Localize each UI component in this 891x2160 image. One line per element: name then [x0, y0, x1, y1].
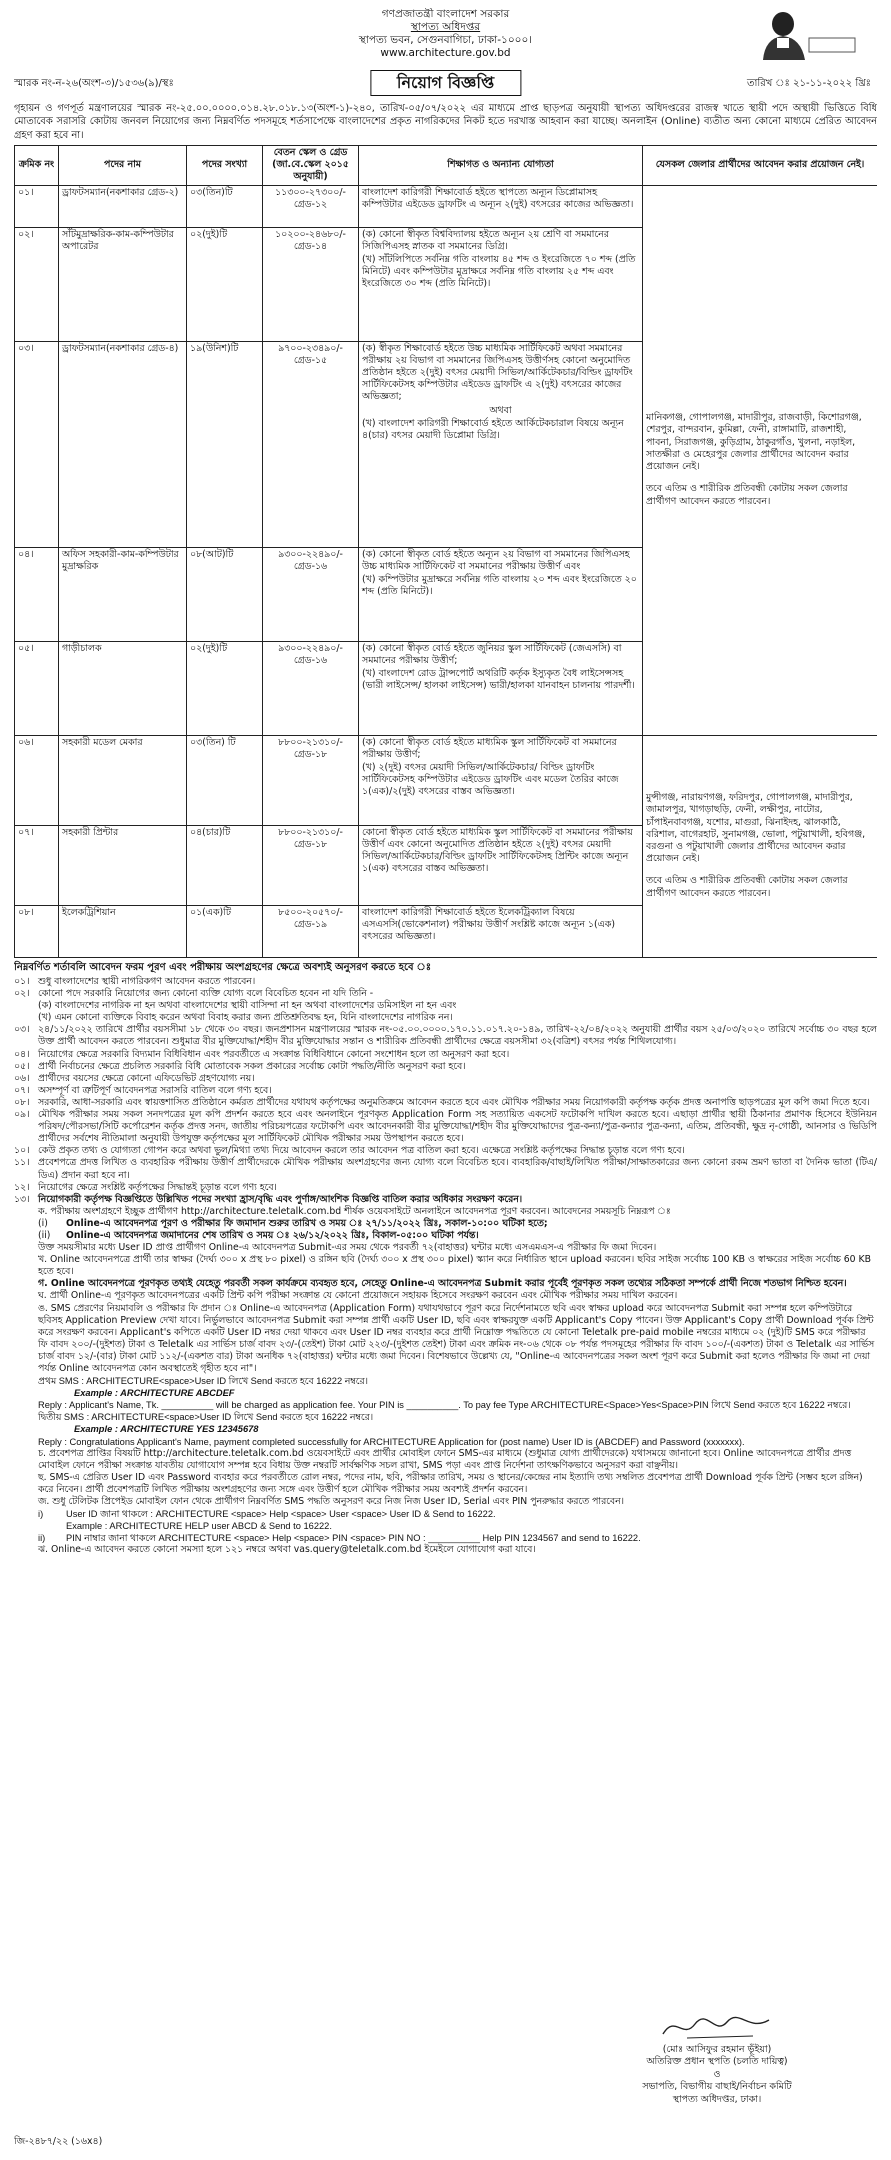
intro-paragraph: গৃহায়ন ও গণপূর্ত মন্ত্রণালয়ের স্মারক নং-২৫.০০.০০০০.০১৪.২৮.০১৮.১৩(অংশ-১)-২৪০, তারিখ-০৫/০৭/২০২২ এর মাধ্যমে প্রাপ্ত ছাড়পত্র অনুযায়ী স্থাপত্য অধিদপ্তরের রাজস্ব খাতে স্থায়ী পদে অস্থায়ী ভিত্তিতে বিধি মোতাবেক সরাসরি কোটায় জনবল নিয়োগের জন্য নিম্নবর্ণিত পদসমূহে শর্তসাপেক্ষে বাংলাদেশের প্রকৃত নাগরিকদের নিকট হতে দরখাস্ত আহবান করা যাচ্ছে। অনলাইন (Online) ব্যতীত অন্য কোনো মাধ্যমে প্রেরিত আবেদন গ্রহণ করা হবে না।	[14, 103, 877, 141]
row-no: ০৮।	[15, 905, 59, 957]
list-item: ঝ. Online-এ আবেদন করতে কোনো সমস্যা হলে ১২১ নম্বরে অথবা vas.query@teletalk.com.bd ইমেইলে যোগাযোগ করা যাবে।	[38, 1544, 536, 1556]
notice-title: নিয়োগ বিজ্ঞপ্তি	[370, 70, 521, 96]
list-item: ০৭। অসম্পূর্ণ বা ত্রুটিপূর্ণ আবেদনপত্র সরাসরি বাতিল বলে গণ্য হবে।	[14, 1084, 272, 1096]
row-count: ০৪(চার)টি	[187, 825, 263, 905]
row-qual: বাংলাদেশ কারিগরী শিক্ষাবোর্ড হইতে স্থাপত্যে অন্যূন ডিপ্লোমাসহ কম্পিউটার এইডেড ড্রাফটিং এ অন্যূন ২(দুই) বৎসরের কাজের অভিজ্ঞতা।	[359, 185, 643, 227]
sms-first: প্রথম SMS : ARCHITECTURE<space>User ID লিখে Send করতে হবে 16222 নম্বরে।	[38, 1376, 368, 1387]
row-qual: (ক) কোনো স্বীকৃত বোর্ড হইতে অন্যূন ২য় বিভাগ বা সমমানের জিপিএসহ উচ্চ মাধ্যমিক সার্টিফিকেট বা সমমানের পরীক্ষায় উত্তীর্ণ এবং (খ) কম্পিউটার মুদ্রাক্ষরে সর্বনিম্ন গতি বাংলায় ২০ শব্দ এবং ইংরেজিতে ২০ শব্দ (প্রতি মিনিটে)।	[359, 547, 643, 641]
row-no: ০৪।	[15, 547, 59, 641]
sms-first-reply: Reply : Applicant's Name, Tk. __________ will be charged as application fee. Your PIN is __________. To pay fee Type ARCHITECTURE<Space>Yes<Space>PIN লিখে Send করতে হবে 16222 নম্বরে।	[38, 1400, 851, 1411]
row-count: ০৩(তিন)টি	[187, 185, 263, 227]
row-no: ০৩।	[15, 341, 59, 547]
list-item: (ক) বাংলাদেশের নাগরিক না হন অথবা বাংলাদেশের স্থায়ী বাসিন্দা না হন অথবা বাংলাদেশের ডমিসাইল না হন এবং	[38, 1000, 457, 1012]
list-item: ১৩। নিয়োগকারী কর্তৃপক্ষ বিজ্ঞপ্তিতে উল্লিখিত পদের সংখ্যা হ্রাস/বৃদ্ধি এবং পুর্ণাঙ্গ/আংশিক বিজ্ঞপ্তি বাতিল করার অধিকার সংরক্ষণ করেন।	[14, 1193, 523, 1205]
row-qual: কোনো স্বীকৃত বোর্ড হইতে মাধ্যমিক স্কুল সার্টিফিকেট বা সমমানের পরীক্ষায় উত্তীর্ণ এবং কোনো অনুমোদিত প্রতিষ্ঠান হইতে ২(দুই) বৎসর মেয়াদী সিভিল/আর্কিটেকচার/বিল্ডিং ড্রাফটিং সার্টিফিকেটসহ প্রিন্টিং কাজে অন্যূন ১(এক) বৎসরের বাস্তব অভিজ্ঞতা।	[359, 825, 643, 905]
row-post: গাড়ীচালক	[59, 641, 187, 735]
excluded-districts-group-a	[643, 185, 878, 735]
col-post-name: পদের নাম	[59, 145, 187, 185]
row-qual: বাংলাদেশ কারিগরী শিক্ষাবোর্ড হইতে ইলেকট্রিক্যাল বিষয়ে এসএসসি(ভোকেশনাল) পরীক্ষায় উত্তীর্ণ সংশ্লিষ্ট কাজে অন্যূন ১(এক) বৎসরের অভিজ্ঞতা।	[359, 905, 643, 957]
signatory-title: অতিরিক্ত প্রধান স্থপতি (চলতি দায়িত্ব)	[646, 2056, 788, 2068]
districts-list-a: মানিকগঞ্জ, গোপালগঞ্জ, মাদারীপুর, রাজবাড়ী, কিশোরগঞ্জ, শেরপুর, বান্দরবান, কুমিল্লা, ফেনী, রাঙ্গামাটি, রাজশাহী, পাবনা, সিরাজগঞ্জ, কুড়িগ্রাম, ঠাকুরগাঁও, খুলনা, নড়াইল, সাতক্ষীরা ও মেহেরপুর জেলার প্রার্থীদের আবেদন করার প্রয়োজন নেই।	[646, 412, 862, 473]
row-no: ০৬।	[15, 735, 59, 825]
excluded-districts-group-b	[643, 735, 878, 957]
list-item: খ. Online আবেদনপত্রে প্রার্থী তার স্বাক্ষর (দৈর্ঘ্য ৩০০ x প্রস্থ ৮০ pixel) ও রঙ্গিন ছবি (দৈর্ঘ্য ৩০০ x প্রস্থ ৩০০ pixel) স্ক্যান করে নির্ধারিত স্থানে upload করবেন। ছবির সাইজ সর্বোচ্চ 100 KB ও স্বাক্ষরের সাইজ সর্বোচ্চ 60 KB হতে হবে।	[38, 1254, 871, 1278]
signature-block	[597, 2010, 837, 2106]
row-post: সহকারী প্রিন্টার	[59, 825, 187, 905]
districts-list-b: মুন্সীগঞ্জ, নারায়ণগঞ্জ, ফরিদপুর, গোপালগঞ্জ, মাদারীপুর, জামালপুর, খাগড়াছড়ি, ফেনী, লক্ষীপুর, নাটোর, চাঁপাইনবাবগঞ্জ, যশোর, মাগুরা, ঝিনাইদহ, ঝালকাঠি, বরিশাল, বাগেরহাট, সুনামগঞ্জ, ভোলা, পটুয়াখালী, হবিগঞ্জ, বরগুনা ও পটুয়াখালী জেলার প্রার্থীদের আবেদন করার প্রয়োজন নেই।	[646, 792, 866, 865]
list-item: (ii) Online-এ আবেদনপত্র জমাদানের শেষ তারিখ ও সময় ঃ ২৬/১২/২০২২ খ্রিঃ, বিকাল-০৫:০০ ঘটিকা পর্যন্ত।	[38, 1229, 479, 1241]
posts-table	[14, 145, 877, 958]
row-scale: ৮৮০০-২১৩১০/- গ্রেড-১৮	[263, 735, 359, 825]
list-item: (i) Online-এ আবেদনপত্র পূরণ ও পরীক্ষার ফি জমাদান শুরুর তারিখ ও সময় ঃ ২৭/১১/২০২২ খ্রিঃ, সকাল-১০:০০ ঘটিকা হতে;	[38, 1217, 548, 1229]
col-excluded-districts: যেসকল জেলার প্রার্থীদের আবেদন করার প্রয়োজন নেই।	[643, 145, 878, 185]
row-count: ০২(দুই)টি	[187, 641, 263, 735]
row-count: ০২(দুই)টি	[187, 227, 263, 341]
row-post: সাঁটমুদ্রাক্ষরিক-কাম-কম্পিউটার অপারেটর	[59, 227, 187, 341]
row-scale: ৯৩০০-২২৪৯০/- গ্রেড-১৬	[263, 547, 359, 641]
col-pay-scale: বেতন স্কেল ও গ্রেড (জা.বে.স্কেল ২০১৫ অনুযায়ী)	[263, 145, 359, 185]
row-no: ০১।	[15, 185, 59, 227]
row-qual: (ক) কোনো স্বীকৃত বোর্ড হইতে মাধ্যমিক স্কুল সার্টিফিকেট বা সমমানের পরীক্ষায় উত্তীর্ণ; (খ) ২(দুই) বৎসর মেয়াদী সিভিল/আর্কিটেকচার/ বিল্ডিং ড্রাফটিং সার্টিফিকেটসহ কম্পিউটার এইডেড ড্রাফটিং এবং মডেল তৈরির কাজে ১(এক)/২(দুই) বৎসরের বাস্তব অভিজ্ঞতা।	[359, 735, 643, 825]
list-item: (খ) এমন কোনো ব্যক্তিকে বিবাহ করেন অথবা বিবাহ করার জন্য প্রতিশ্রুতিবদ্ধ হন, যিনি বাংলাদেশের নাগরিক নন।	[38, 1012, 453, 1024]
conditions-heading: নিম্নবর্ণিত শর্তাবলি আবেদন ফরম পূরণ এবং পরীক্ষায় অংশগ্রহণের ক্ষেত্রে অবশ্যই অনুসরণ করতে হবে ঃ	[14, 961, 432, 973]
office-address: স্থাপত্য ভবন, সেগুনবাগিচা, ঢাকা-১০০০।	[358, 34, 533, 46]
signature-icon	[657, 2010, 777, 2044]
department-name: স্থাপত্য অধিদপ্তর	[410, 21, 481, 33]
list-item: জ. শুধু টেলিটক প্রিপেইড মোবাইল ফোন থেকে প্রার্থীগণ নিম্নবর্ণিত SMS পদ্ধতি অনুসরণ করে নিজ নিজ User ID, Serial এবং PIN পুনরুদ্ধার করতে পারবেন।	[38, 1496, 624, 1508]
table-row	[15, 735, 878, 825]
row-count: ০১(এক)টি	[187, 905, 263, 957]
signatory-org: স্থাপত্য অধিদপ্তর, ঢাকা।	[672, 2093, 762, 2105]
apply-site-instruction: ক. পরীক্ষায় অংশগ্রহণে ইচ্ছুক প্রার্থীগণ http://architecture.teletalk.com.bd শীর্ষক ওয়েবসাইটে অনলাইনে আবেদনপত্র পূরণ করবেন। আবেদনের সময়সূচি নিম্নরূপ ঃ	[38, 1205, 671, 1217]
list-item: ০৩। ২৪/১১/২০২২ তারিখে প্রার্থীর বয়সসীমা ১৮ থেকে ৩০ বছর। জনপ্রশাসন মন্ত্রণালয়ের স্মারক নং-০৫.০০.০০০০.১৭০.১১.০১৭.২০-১৪৯, তারিখ-২২/০৪/২০২২ অনুযায়ী প্রার্থীর বয়স ২৫/০৩/২০২০ তারিখে সর্বোচ্চ ৩০ বছর হলে উক্ত প্রার্থী আবেদন করতে পারবেন। শুধুমাত্র বীর মুক্তিযোদ্ধা/শহীদ বীর মুক্তিযোদ্ধার সন্তান ও শারীরিক প্রতিবন্ধী প্রার্থীদের ক্ষেত্রে বয়সসীমা ৩২(বত্রিশ) বৎসর পর্যন্ত শিথিলযোগ্য।	[14, 1024, 877, 1048]
row-post: ইলেকট্রিশিয়ান	[59, 905, 187, 957]
districts-note-b: তবে এতিম ও শারীরিক প্রতিবন্ধী কোটায় সকল জেলার প্রার্থীগণ আবেদন করতে পারবেন।	[646, 875, 848, 899]
row-count: ০৮(আট)টি	[187, 547, 263, 641]
row-post: অফিস সহকারী-কাম-কম্পিউটার মুদ্রাক্ষরিক	[59, 547, 187, 641]
memo-number: স্মারক নং-ন-২৬(অংশ-৩)/১৫৩৬(৯)/স্থঃ	[14, 78, 174, 89]
row-qual: (ক) স্বীকৃত শিক্ষাবোর্ড হইতে উচ্চ মাধ্যমিক সার্টিফিকেট অথবা সমমানের পরীক্ষায় ২য় বিভাগ বা সমমানের জিপিএসহ উত্তীর্ণসহ কোনো অনুমোদিত প্রতিষ্ঠান হইতে ২(দুই) বৎসর মেয়াদী সিভিল/আর্কিটেকচার/বিল্ডিং ড্রাফটিং সার্টিফিকেটসহ কম্পিউটার এইডেড ড্রাফটিং এ ২(দুই) বৎসরের কাজের অভিজ্ঞতা; অথবা (খ) বাংলাদেশ কারিগরী শিক্ষাবোর্ড হইতে আর্কিটেকচারাল বিষয়ে অন্যূন ৪(চার) বৎসর মেয়াদী ডিপ্লোমা ডিগ্রি।	[359, 341, 643, 547]
table-header-row	[15, 145, 878, 185]
row-post: ড্রাফটসম্যান(নকশাকার গ্রেড-২)	[59, 185, 187, 227]
list-item: i) User ID জানা থাকলে : ARCHITECTURE <space> Help <space> User <space> User ID & Send to 16222.	[38, 1509, 496, 1520]
list-item: ii) PIN নাম্বার জানা থাকলে ARCHITECTURE <space> Help <space> PIN <space> PIN NO : __________ Help PIN 1234567 and send to 16222.	[38, 1533, 641, 1544]
list-item: গ. Online আবেদনপত্রে পূরণকৃত তথ্যই যেহেতু পরবর্তী সকল কার্যক্রমে ব্যবহৃত হবে, সেহেতু Online-এ আবেদনপত্র Submit করার পূর্বেই পূরণকৃত সকল তথ্যের সঠিকতা সম্পর্কে প্রার্থী নিজে শতভাগ নিশ্চিত হবেন।	[38, 1278, 847, 1290]
districts-note-a: তবে এতিম ও শারীরিক প্রতিবন্ধী কোটায় সকল জেলার প্রার্থীগণ আবেদন করতে পারবেন।	[646, 483, 848, 507]
mujib-centenary-logo	[749, 8, 859, 60]
list-item: ০২। কোনো পদে সরকারি নিয়োগের জন্য কোনো ব্যক্তি যোগ্য বলে বিবেচিত হবেন না যদি তিনি -	[14, 988, 374, 1000]
list-item: ১০। কেউ প্রকৃত তথ্য ও যোগ্যতা গোপন করে অথবা ভুল/মিথ্যা তথ্য দিয়ে আবেদন করলে তার আবেদন পত্র বাতিল করা হবে। এক্ষেত্রে সংশ্লিষ্ট কর্তৃপক্ষের সিদ্ধান্ত চূড়ান্ত বলে গণ্য হবে।	[14, 1145, 685, 1157]
row-scale: ১০২০০-২৪৬৮০/- গ্রেড-১৪	[263, 227, 359, 341]
list-item: চ. প্রবেশপত্র প্রাপ্তির বিষয়টি http://architecture.teletalk.com.bd ওয়েবসাইটে এবং প্রার্থীর মোবাইল ফোনে SMS-এর মাধ্যমে (শুধুমাত্র যোগ্য প্রার্থীদেরকে) যথাসময়ে জানানো হবে। Online আবেদনপত্রে প্রার্থীর প্রদত্ত মোবাইল ফোনে পরীক্ষা সংক্রান্ত যাবতীয় যোগাযোগ সম্পন্ন হবে বিধায় উক্ত নম্বরটি সার্বক্ষণিক সচল রাখা, SMS পড়া এবং প্রাপ্ত নির্দেশনা তাৎক্ষণিকভাবে অনুসরণ করা বাঞ্ছনীয়।	[38, 1447, 852, 1471]
list-item: ০৮। সরকারি, আধা-সরকারি এবং স্বায়ত্তশাসিত প্রতিষ্ঠানে কর্মরত প্রার্থীদের যথাযথ কর্তৃপক্ষের অনুমতিক্রমে আবেদন করতে হবে এবং মৌখিক পরীক্ষার সময় নিয়োগকারী কর্তৃপক্ষ কর্তৃক প্রদত্ত অনাপত্তি ছাড়পত্রের মূল কপি জমা দিতে হবে।	[14, 1096, 870, 1108]
recruitment-notice-page	[14, 8, 877, 2152]
list-item: ১১। প্রবেশপত্রে প্রদত্ত লিখিত ও ব্যবহারিক পরীক্ষায় উত্তীর্ণ প্রার্থীদেরকে মৌখিক পরীক্ষায় অংশগ্রহণের জন্য যোগ্য বলে বিবেচিত হবে। ব্যবহারিক/বাছাই/লিখিত পরীক্ষা/সাক্ষাতকারের জন্য কোনো রকম ভ্রমণ ভাতা বা দৈনিক ভাতা (টিএ/ডিএ) প্রদান করা হবে না।	[14, 1157, 877, 1181]
row-scale: ৮৫০০-২০৫৭০/- গ্রেড-১৯	[263, 905, 359, 957]
row-post: সহকারী মডেল মেকার	[59, 735, 187, 825]
list-item: ০৪। নিয়োগের ক্ষেত্রে সরকারি বিদ্যমান বিধিবিধান এবং পরবর্তীতে এ সংক্রান্ত বিধিবিধানে কোনো সংশোধন হলে তা অনুসরণ করা হবে।	[14, 1048, 510, 1060]
sms-second: দ্বিতীয় SMS : ARCHITECTURE<space>User ID লিখে Send করতে হবে 16222 নম্বরে।	[38, 1412, 374, 1423]
row-scale: ৯৩০০-২২৪৯০/- গ্রেড-১৬	[263, 641, 359, 735]
row-qual: (ক) কোনো স্বীকৃত বোর্ড হইতে জুনিয়র স্কুল সার্টিফিকেট (জেএসসি) বা সমমানের পরীক্ষায় উত্তীর্ণ; (খ) বাংলাদেশ রোড ট্রান্সপোর্ট অথরিটি কর্তৃক ইস্যুকৃত বৈধ লাইসেন্সসহ (ভারী লাইসেন্স/ হালকা লাইসেন্স) ভারী/হালকা যানবাহন চালনায় পারদর্শী।	[359, 641, 643, 735]
list-item: ০৬। প্রার্থীদের বয়সের ক্ষেত্রে কোনো এফিডেভিট গ্রহণযোগ্য নয়।	[14, 1072, 255, 1084]
notice-header	[14, 8, 877, 100]
govt-line: গণপ্রজাতন্ত্রী বাংলাদেশ সরকার	[381, 8, 510, 20]
row-post: ড্রাফটসম্যান(নকশাকার গ্রেড-৪)	[59, 341, 187, 547]
website-link[interactable]: www.architecture.gov.bd	[380, 47, 511, 59]
list-item: ০৫। প্রার্থী নির্বাচনের ক্ষেত্রে প্রচলিত সরকারি বিধি মোতাবেক সকল প্রকারের সর্বোচ্চ কোটা পদ্ধতি/নীতি অনুসরণ করা হবে।	[14, 1060, 466, 1072]
row-scale: ৯৭০০-২৩৪৯০/- গ্রেড-১৫	[263, 341, 359, 547]
memo-row	[14, 70, 877, 94]
col-post-count: পদের সংখ্যা	[187, 145, 263, 185]
list-item: উক্ত সময়সীমার মধ্যে User ID প্রাপ্ত প্রার্থীগণ Online-এ আবেদনপত্র Submit-এর সময় থেকে পরবর্তী ৭২(বাহাত্তর) ঘন্টার মধ্যে এসএমএস-এ পরীক্ষার ফি জমা দিবেন।	[38, 1242, 657, 1254]
notice-date: তারিখ ঃ ২১-১১-২০২২ খ্রিঃ	[747, 78, 871, 89]
sms-second-example: Example : ARCHITECTURE YES 12345678	[74, 1424, 259, 1435]
print-code: জি-২৪৮৭/২২ (১৬x৪)	[14, 2136, 103, 2148]
list-item: ১২। নিয়োগের ক্ষেত্রে সংশ্লিষ্ট কর্তৃপক্ষের সিদ্ধান্তই চূড়ান্ত বলে গণ্য হবে।	[14, 1181, 277, 1193]
list-item: ঘ. প্রার্থী Online-এ পূরণকৃত আবেদনপত্রের একটি প্রিন্ট কপি পরীক্ষা সংক্রান্ত যে কোনো প্রয়োজনে সহায়ক হিসেবে সংরক্ষণ করবেন এবং মৌখিক পরীক্ষার সময় দাখিল করবেন।	[38, 1290, 678, 1302]
list-item: ০৯। মৌখিক পরীক্ষার সময় সকল সনদপত্রের মূল কপি প্রদর্শন করতে হবে এবং অনলাইনে পূরণকৃত Application Form সহ সত্যায়িত একসেট ফটোকপি দাখিল করতে হবে। এছাড়া প্রার্থীর স্থায়ী ঠিকানার প্রমাণক হিসেবে ইউনিয়ন পরিষদ/পৌরসভা/সিটি কর্পোরেশন কর্তৃক প্রদত্ত সনদ, জাতীয় পরিচয়পত্রের ফটোকপি এবং আবেদনকারী বীর মুক্তিযোদ্ধা/শহীদ বীর মুক্তিযোদ্ধাদের পুত্র-কন্যা/পুত্র-কন্যার পুত্র-কন্যা, এতিম, প্রতিবন্ধী, ক্ষুদ্র নৃ-গোষ্ঠী, আনসার ও ভিডিপি প্রার্থীদের সর্বশেষ নীতিমালা অনুযায়ী উপযুক্ত কর্তৃপক্ষের মূল সার্টিফিকেট মৌখিক পরীক্ষার সময় উপস্থাপন করতে হবে।	[14, 1109, 877, 1145]
list-item: Example : ARCHITECTURE HELP user ABCD & Send to 16222.	[66, 1521, 332, 1532]
signatory-role: সভাপতি, বিভাগীয় বাছাই/নির্বাচন কমিটি	[642, 2081, 792, 2093]
row-no: ০২।	[15, 227, 59, 341]
row-qual: (ক) কোনো স্বীকৃত বিশ্ববিদ্যালয় হইতে অন্যূন ২য় শ্রেণি বা সমমানের সিজিপিএসহ স্নাতক বা সমমানের ডিগ্রি। (খ) সাঁটলিপিতে সর্বনিম্ন গতি বাংলায় ৪৫ শব্দ ও ইংরেজিতে ৭০ শব্দ (প্রতি মিনিটে) এবং কম্পিউটার মুদ্রাক্ষরে সর্বনিম্ন গতি বাংলায় ২৫ শব্দ এবং ইংরেজিতে ৩০ শব্দ (প্রতি মিনিটে)।	[359, 227, 643, 341]
list-item: ঙ. SMS প্রেরণের নিয়মাবলি ও পরীক্ষার ফি প্রদান ঃ Online-এ আবেদনপত্র (Application Form) যথাযথভাবে পূরণ করে নির্দেশনামতে ছবি এবং স্বাক্ষর upload করে আবেদনপত্র Submit করা সম্পন্ন হলে কম্পিউটারে ছবিসহ Application Preview দেখা যাবে। নির্ভুলভাবে আবেদনপত্র Submit করা সম্পন্ন প্রার্থী একটি User ID, ছবি এবং স্বাক্ষরযুক্ত একটি Applicant's Copy পাবেন। উক্ত Applicant's Copy প্রার্থী Download পূর্বক প্রিন্ট করে সংরক্ষণ করবেন। Applicant's কপিতে একটি User ID নম্বর দেয়া থাকবে এবং User ID নম্বর ব্যবহার করে প্রার্থী নিম্নোক্ত পদ্ধতিতে যে কোনো Teletalk pre-paid mobile নম্বরের মাধ্যমে ০২ (দুই)টি SMS করে পরীক্ষার ফি বাবদ ২০০/-(দুইশত) টাকা ও Teletalk এর সার্ভিস চার্জ বাবদ ২৩/-(তেইশ) টাকা মোট ২২৩/-(দুইশত তেইশ) টাকা এবং ক্রমিক নং-০৬ থেকে ০৮ পর্যন্ত পদসমূহের পরীক্ষার ফি বাবদ ১০০/-(একশত) টাকা ও Teletalk এর সার্ভিস চার্জ বাবদ ১২/-(বার) টাকা মোট ১১২/-(একশত বার) টাকা অনধিক ৭২(বাহাত্তর) ঘন্টার মধ্যে জমা দিবেন। বিশেষভাবে উল্লেখ্য যে, "Online-এ আবেদনপত্রের সকল অংশ পূরণ করে Submit করা হলেও পরীক্ষার ফি জমা না দেয়া পর্যন্ত Online আবেদনপত্র কোন অবস্থাতেই গৃহীত হবে না"।	[38, 1302, 875, 1374]
col-qualification: শিক্ষাগত ও অন্যান্য যোগ্যতা	[359, 145, 643, 185]
row-scale: ১১৩০০-২৭৩০০/- গ্রেড-১২	[263, 185, 359, 227]
row-count: ১৯(উনিশ)টি	[187, 341, 263, 547]
signatory-name: (মোঃ আসিফুর রহমান ভূঁইয়া)	[662, 2043, 772, 2055]
sms-second-reply: Reply : Congratulations Applicant's Name, payment completed successfully for ARCHITECTURE Application for (post name) User ID is (ABCDEF) and Password (xxxxxxx).	[38, 1436, 745, 1447]
row-no: ০৭।	[15, 825, 59, 905]
handwritten-signature	[597, 2010, 837, 2044]
signatory-and: ও	[713, 2068, 721, 2080]
table-row	[15, 185, 878, 227]
row-scale: ৮৮০০-২১৩১০/- গ্রেড-১৮	[263, 825, 359, 905]
portrait-logo-icon	[749, 8, 859, 60]
list-item: ছ. SMS-এ প্রেরিত User ID এবং Password ব্যবহার করে পরবর্তীতে রোল নম্বর, পদের নাম, ছবি, পরীক্ষার তারিখ, সময় ও স্থানের/কেন্দ্রের নাম ইত্যাদি তথ্য সম্বলিত প্রবেশপত্র প্রার্থী Download পূর্বক প্রিন্ট (সম্ভব হলে রঙ্গিন) করে নিবেন। প্রার্থী প্রবেশপত্রটি লিখিত পরীক্ষায় অংশগ্রহণের জন্য সঙ্গে এবং উত্তীর্ণ হলে মৌখিক পরীক্ষার সময় অবশ্যই প্রদর্শন করবেন।	[38, 1471, 863, 1495]
row-no: ০৫।	[15, 641, 59, 735]
col-serial: ক্রমিক নং	[15, 145, 59, 185]
row-count: ০৩(তিন) টি	[187, 735, 263, 825]
list-item: ০১। শুধু বাংলাদেশের স্থায়ী নাগরিকগণ আবেদন করতে পারবেন।	[14, 976, 256, 987]
sms-first-example: Example : ARCHITECTURE ABCDEF	[74, 1388, 235, 1399]
conditions-list	[14, 976, 877, 1557]
